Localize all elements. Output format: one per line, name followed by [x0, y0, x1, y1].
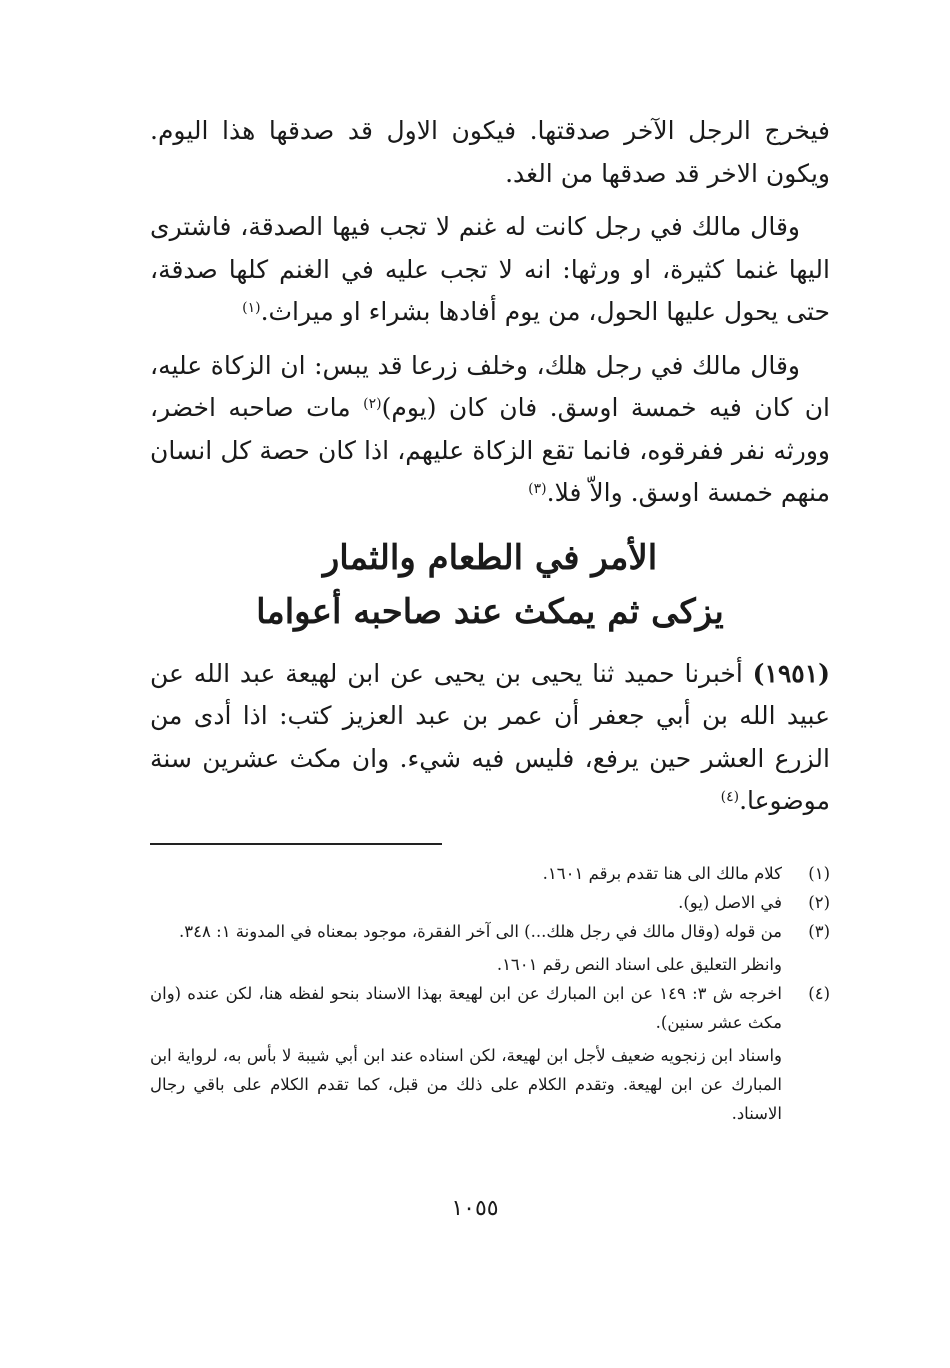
paragraph-2 [150, 206, 830, 334]
footnote-2 [150, 888, 830, 917]
footnote-1 [150, 859, 830, 888]
paragraph-3-text-b: مات صاحبه اخضر، وورثه نفر ففرقوه، فانما تقع الزكاة عليهم، اذا كان حصة كل انسان منهم خمسة اوسق. والاّ فلا. [150, 393, 830, 507]
footnote-text: في الاصل (يو). [678, 892, 782, 912]
paragraph-1 [150, 110, 830, 195]
paragraph-2-text: وقال مالك في رجل كانت له غنم لا تجب فيها الصدقة، فاشترى اليها غنما كثيرة، او ورثها: انه لا تجب عليه في الغنم كلها صدقة، حتى يحول عليها الحول، من يوم أفادها بشراء او ميراث. [150, 212, 830, 326]
footnote-ref-1: (١) [242, 300, 261, 316]
footnote-number: (١) [808, 863, 830, 883]
footnote-text: من قوله (وقال مالك في رجل هلك...) الى آخر الفقرة، موجود بمعناه في المدونة ١: ٣٤٨. [179, 921, 782, 941]
footnote-text: كلام مالك الى هنا تقدم برقم ١٦٠١. [542, 863, 782, 883]
footnote-text: واسناد ابن زنجويه ضعيف لأجل ابن لهيعة، لكن اسناده عند ابن أبي شيبة لا بأس به، لرواية ابن المبارك عن ابن لهيعة. وتقدم الكلام على ذلك من قبل، كما تقدم الكلام على باقي رجال الاسناد. [150, 1045, 782, 1123]
hadith-number: (١٩٥١) [752, 658, 830, 688]
footnote-text: وانظر التعليق على اسناد النص رقم ١٦٠١. [496, 954, 782, 974]
hadith-text: أخبرنا حميد ثنا يحيى بن يحيى عن ابن لهيعة عبد الله عن عبيد الله بن أبي جعفر أن عمر بن عبد العزيز كتب: اذا أدى من الزرع العشر حين يرفع، فليس فيه شيء. وان مكث عشرين سنة موضوعا. [150, 658, 830, 815]
footnote-divider [150, 843, 442, 845]
heading-line-2: يزكى ثم يمكث عند صاحبه أعواما [256, 591, 724, 632]
heading-line-1: الأمر في الطعام والثمار [322, 537, 658, 578]
footnote-number: (٢) [808, 892, 830, 912]
footnote-body [150, 979, 790, 1128]
footnote-ref-2: (٢) [363, 396, 382, 412]
hadith-paragraph [150, 653, 830, 823]
footnote-body [150, 859, 790, 888]
paragraph-3 [150, 345, 830, 515]
footnote-body [150, 917, 790, 979]
footnote-ref-4: (٤) [720, 789, 740, 805]
section-heading [150, 531, 830, 639]
page-content [150, 110, 830, 1128]
paragraph-1-text: فيخرج الرجل الآخر صدقتها. فيكون الاول قد صدقها هذا اليوم. ويكون الاخر قد صدقها من الغد. [150, 116, 830, 188]
footnotes [150, 859, 830, 1128]
footnote-text: اخرجه ش ٣: ١٤٩ عن ابن المبارك عن ابن لهيعة بهذا الاسناد بنحو لفظه هنا، لكن عنده (وان مكث عشر سنين). [150, 983, 782, 1032]
page-number: ١٠٥٥ [451, 1196, 499, 1221]
footnote-4 [150, 979, 830, 1128]
footnote-number: (٤) [808, 983, 830, 1003]
paragraph-3-text-a: وقال مالك في رجل هلك، وخلف زرعا قد يبس: ان الزكاة عليه، ان كان فيه خمسة اوسق. فان كان (يوم) [150, 350, 830, 422]
footnote-number: (٣) [808, 921, 830, 941]
footnote-body [150, 888, 790, 917]
footnote-ref-3: (٣) [528, 481, 547, 497]
footnote-3 [150, 917, 830, 979]
